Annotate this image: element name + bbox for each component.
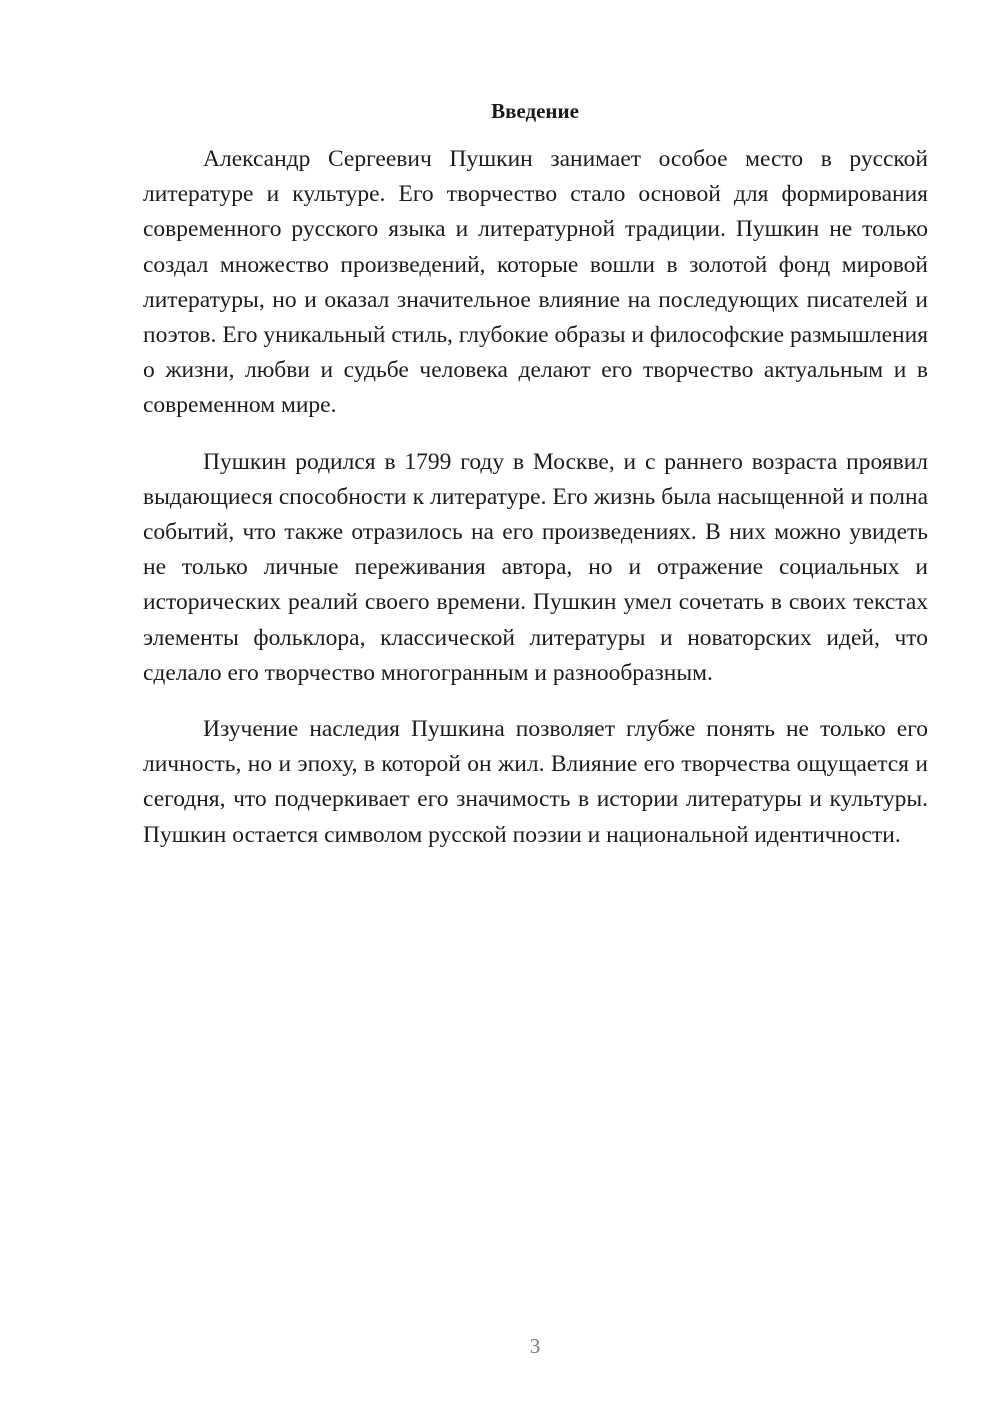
paragraph-1: Александр Сергеевич Пушкин занимает особое место в русской литературе и культуре. Его творчество стало основой для формирования современного русского языка и литературной традиции. Пушкин не только создал множество произведений, которые вошли в золотой фонд мировой литературы, но и оказал значительное влияние на последующих писателей и поэтов. Его уникальный стиль, глубокие образы и философские размышления о жизни, любви и судьбе человека делают его творчество актуальным и в современном мире.: [143, 146, 928, 419]
paragraph-3: Изучение наследия Пушкина позволяет глубже понять не только его личность, но и эпоху, в которой он жил. Влияние его творчества ощущается и сегодня, что подчеркивает его значимость в истории литературы и культуры. Пушкин остается символом русской поэзии и национальной идентичности.: [143, 716, 928, 848]
paragraph-2: Пушкин родился в 1799 году в Москве, и с раннего возраста проявил выдающиеся способности к литературе. Его жизнь была насыщенной и полна событий, что также отразилось на его произведениях. В них можно увидеть не только личные переживания автора, но и отражение социальных и исторических реалий своего времени. Пушкин умел сочетать в своих текстах элементы фольклора, классической литературы и новаторских идей, что сделало его творчество многогранным и разнообразным.: [143, 448, 928, 686]
section-heading: Введение: [491, 99, 579, 123]
page-number: 3: [529, 1334, 541, 1358]
body-text: [143, 142, 928, 874]
